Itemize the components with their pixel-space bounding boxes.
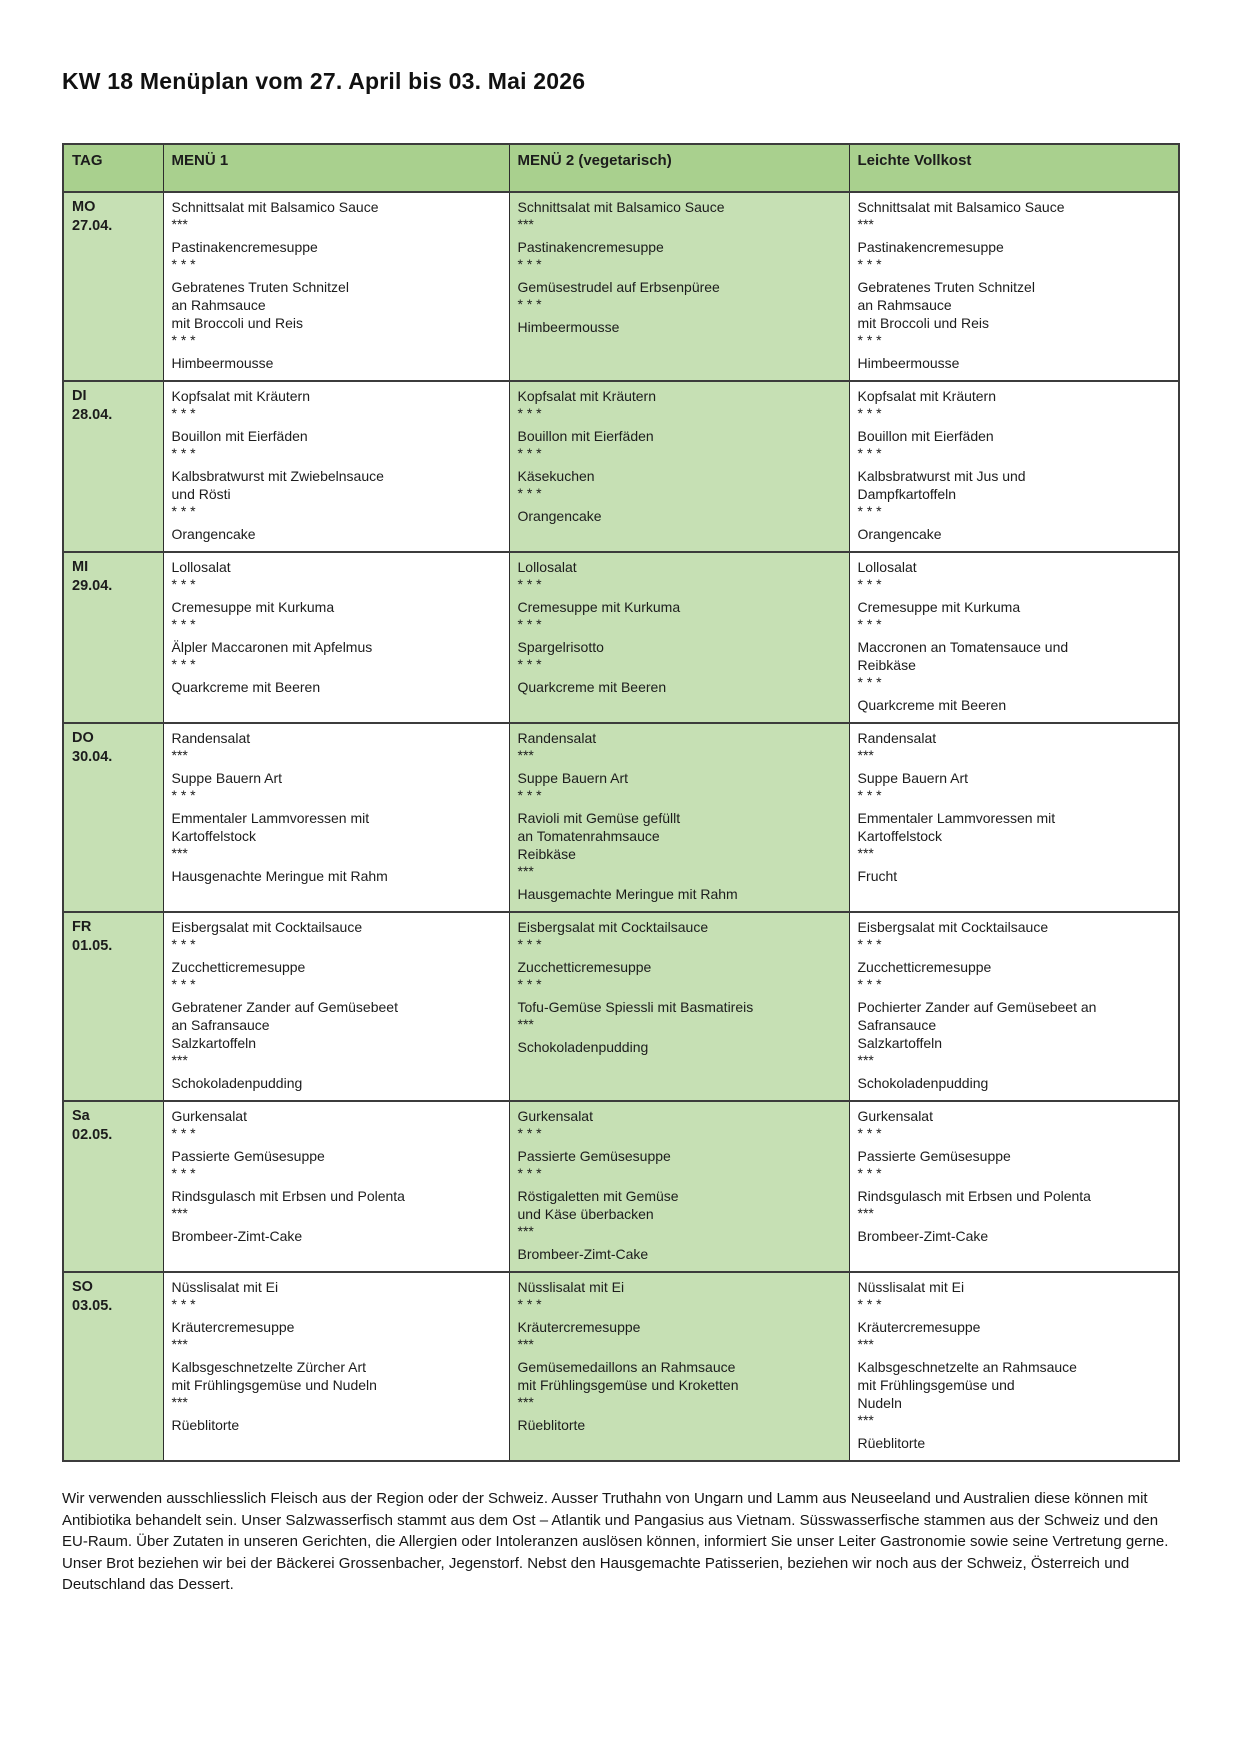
day-date: 03.05.	[72, 1298, 113, 1314]
menu-item: Rüeblitorte	[857, 1435, 926, 1451]
menu-item: Randensalat	[857, 730, 937, 746]
menu1-cell	[163, 381, 509, 552]
menu1-cell	[163, 723, 509, 912]
menu-item: Gurkensalat	[171, 1108, 247, 1124]
day-cell	[63, 1101, 163, 1272]
menu-item: Quarkcreme mit Beeren	[171, 679, 321, 695]
menu-item: Orangencake	[857, 526, 942, 542]
menu-item: Suppe Bauern Art	[517, 770, 629, 786]
menu-separator: * * *	[857, 1125, 882, 1141]
menu-item: Suppe Bauern Art	[857, 770, 969, 786]
menu-item: Zucchetticremesuppe	[517, 959, 652, 975]
table-row-di	[63, 381, 1179, 552]
vollkost-cell	[849, 1101, 1179, 1272]
day-date: 29.04.	[72, 578, 113, 594]
menu2-cell	[509, 912, 849, 1101]
menu-separator: * * *	[857, 976, 882, 992]
menu-separator: ***	[517, 1394, 534, 1410]
menu-item: Pastinakencremesuppe	[857, 239, 1004, 255]
menu-item: Quarkcreme mit Beeren	[517, 679, 667, 695]
menu-item: Zucchetticremesuppe	[857, 959, 992, 975]
menu-separator: * * *	[517, 936, 542, 952]
menu-item: Himbeermousse	[171, 355, 274, 371]
menu1-cell	[163, 1272, 509, 1461]
menu-separator: * * *	[171, 656, 196, 672]
menu-item: Salzkartoffeln	[857, 1035, 943, 1051]
menu-separator: * * *	[171, 616, 196, 632]
menu-item: an Rahmsauce	[857, 297, 952, 313]
menu-separator: * * *	[171, 503, 196, 519]
menu-item: Nüsslisalat mit Ei	[171, 1279, 279, 1295]
menu-item: Brombeer-Zimt-Cake	[857, 1228, 989, 1244]
menu-item: Schnittsalat mit Balsamico Sauce	[517, 199, 725, 215]
day-date: 01.05.	[72, 938, 113, 954]
menu-item: Kräutercremesuppe	[171, 1319, 295, 1335]
day-cell	[63, 552, 163, 723]
menu-item: Emmentaler Lammvoressen mit	[857, 810, 1056, 826]
vollkost-cell	[849, 192, 1179, 381]
menu-item: Tofu-Gemüse Spiessli mit Basmatireis	[517, 999, 754, 1015]
menu-item: Schnittsalat mit Balsamico Sauce	[857, 199, 1065, 215]
menu-item: Gemüsemedaillons an Rahmsauce	[517, 1359, 736, 1375]
day-label: MO	[72, 199, 96, 215]
menu1-cell	[163, 192, 509, 381]
menu-separator: ***	[517, 863, 534, 879]
menu-item: Quarkcreme mit Beeren	[857, 697, 1007, 713]
menu-separator: * * *	[857, 503, 882, 519]
day-cell	[63, 192, 163, 381]
menu-separator: * * *	[517, 576, 542, 592]
menu-item: Schnittsalat mit Balsamico Sauce	[171, 199, 379, 215]
column-header-vollkost: Leichte Vollkost	[849, 144, 1179, 192]
menu2-cell	[509, 1101, 849, 1272]
table-row-fr	[63, 912, 1179, 1101]
menu-separator: ***	[857, 1205, 874, 1221]
day-label: DO	[72, 730, 94, 746]
menu-separator: * * *	[171, 1125, 196, 1141]
menu-separator: ***	[171, 845, 188, 861]
menu-item: Brombeer-Zimt-Cake	[517, 1246, 649, 1262]
menu-separator: ***	[171, 1394, 188, 1410]
menu-separator: ***	[517, 216, 534, 232]
menu-item: Salzkartoffeln	[171, 1035, 257, 1051]
menu-item: mit Frühlingsgemüse und	[857, 1377, 1015, 1393]
menu-item: Frucht	[857, 868, 898, 884]
page-title: KW 18 Menüplan vom 27. April bis 03. Mai 2026	[62, 68, 586, 94]
day-date: 30.04.	[72, 749, 113, 765]
day-label: SO	[72, 1279, 93, 1295]
menu-separator: ***	[517, 1223, 534, 1239]
menu-item: Suppe Bauern Art	[171, 770, 283, 786]
menu-separator: ***	[517, 1336, 534, 1352]
menu-item: Eisbergsalat mit Cocktailsauce	[171, 919, 363, 935]
menu-separator: * * *	[517, 1296, 542, 1312]
menu-item: Pastinakencremesuppe	[171, 239, 318, 255]
menu-separator: ***	[171, 747, 188, 763]
menu-separator: * * *	[517, 1165, 542, 1181]
menu-item: Safransauce	[857, 1017, 937, 1033]
menu-item: an Safransauce	[171, 1017, 270, 1033]
menu2-cell	[509, 1272, 849, 1461]
vollkost-cell	[849, 912, 1179, 1101]
menu-separator: ***	[857, 747, 874, 763]
menu-item: mit Broccoli und Reis	[171, 315, 303, 331]
menu-separator: * * *	[857, 616, 882, 632]
day-cell	[63, 912, 163, 1101]
menu-item: Kräutercremesuppe	[857, 1319, 981, 1335]
menu-item: an Rahmsauce	[171, 297, 266, 313]
menu-separator: * * *	[517, 976, 542, 992]
menu-item: Eisbergsalat mit Cocktailsauce	[857, 919, 1049, 935]
menu-item: Cremesuppe mit Kurkuma	[857, 599, 1021, 615]
menu1-cell	[163, 552, 509, 723]
day-label: FR	[72, 919, 92, 935]
menu-item: Himbeermousse	[517, 319, 620, 335]
day-date: 27.04.	[72, 218, 113, 234]
menu-item: Brombeer-Zimt-Cake	[171, 1228, 303, 1244]
menu-item: Kartoffelstock	[857, 828, 943, 844]
day-cell	[63, 1272, 163, 1461]
menu-item: Cremesuppe mit Kurkuma	[171, 599, 335, 615]
menu-separator: ***	[517, 747, 534, 763]
menu-separator: * * *	[171, 332, 196, 348]
menu-item: Randensalat	[517, 730, 597, 746]
menu-separator: * * *	[517, 256, 542, 272]
menu-item: Schokoladenpudding	[857, 1075, 989, 1091]
menu-separator: ***	[517, 1016, 534, 1032]
column-header-day: TAG	[63, 144, 163, 192]
menu-separator: * * *	[517, 616, 542, 632]
table-row-sa	[63, 1101, 1179, 1272]
menu-separator: * * *	[857, 674, 882, 690]
menu-item: Himbeermousse	[857, 355, 960, 371]
menu-item: Emmentaler Lammvoressen mit	[171, 810, 370, 826]
menu-item: Lollosalat	[857, 559, 917, 575]
menu-separator: * * *	[171, 445, 196, 461]
menu2-cell	[509, 552, 849, 723]
menu-separator: * * *	[517, 656, 542, 672]
menu-item: Passierte Gemüsesuppe	[517, 1148, 671, 1164]
menu-item: Eisbergsalat mit Cocktailsauce	[517, 919, 709, 935]
menu-item: Cremesuppe mit Kurkuma	[517, 599, 681, 615]
vollkost-cell	[849, 381, 1179, 552]
menu-separator: * * *	[517, 1125, 542, 1141]
menu-separator: ***	[857, 216, 874, 232]
menu2-cell	[509, 723, 849, 912]
menu1-cell	[163, 912, 509, 1101]
menu-item: Bouillon mit Eierfäden	[857, 428, 994, 444]
menu-separator: * * *	[171, 1165, 196, 1181]
menu-item: Bouillon mit Eierfäden	[517, 428, 654, 444]
menu-table	[62, 143, 1180, 1462]
menu-item: Kräutercremesuppe	[517, 1319, 641, 1335]
menu-item: Lollosalat	[171, 559, 231, 575]
day-cell	[63, 723, 163, 912]
day-label: Sa	[72, 1108, 90, 1124]
menu-item: Kalbsbratwurst mit Jus und	[857, 468, 1026, 484]
menu-separator: * * *	[857, 445, 882, 461]
menu-item: Kopfsalat mit Kräutern	[517, 388, 657, 404]
menu-separator: * * *	[171, 1296, 196, 1312]
menu-item: Bouillon mit Eierfäden	[171, 428, 308, 444]
menu-separator: * * *	[517, 445, 542, 461]
menu-item: Zucchetticremesuppe	[171, 959, 306, 975]
menu-item: Reibkäse	[517, 846, 576, 862]
vollkost-cell	[849, 723, 1179, 912]
table-row-mo	[63, 192, 1179, 381]
menu-item: Rindsgulasch mit Erbsen und Polenta	[857, 1188, 1091, 1204]
menu-item: Maccronen an Tomatensauce und	[857, 639, 1069, 655]
menu-item: Hausgenachte Meringue mit Rahm	[171, 868, 388, 884]
menu-separator: * * *	[517, 405, 542, 421]
menu-item: Pochierter Zander auf Gemüsebeet an	[857, 999, 1097, 1015]
menu-item: und Käse überbacken	[517, 1206, 654, 1222]
menu-item: Reibkäse	[857, 657, 916, 673]
table-row-mi	[63, 552, 1179, 723]
menu-item: Passierte Gemüsesuppe	[857, 1148, 1011, 1164]
menu-item: Gebratener Zander auf Gemüsebeet	[171, 999, 398, 1015]
menu-separator: * * *	[517, 296, 542, 312]
menu-separator: * * *	[171, 256, 196, 272]
menu-item: mit Frühlingsgemüse und Kroketten	[517, 1377, 739, 1393]
menu-separator: ***	[171, 1205, 188, 1221]
day-label: MI	[72, 559, 89, 575]
menu-item: Rüeblitorte	[517, 1417, 586, 1433]
menu-item: Ravioli mit Gemüse gefüllt	[517, 810, 681, 826]
menu-item: Spargelrisotto	[517, 639, 604, 655]
menu-separator: * * *	[857, 936, 882, 952]
menu-item: Passierte Gemüsesuppe	[171, 1148, 325, 1164]
menu-separator: ***	[171, 1336, 188, 1352]
day-date: 02.05.	[72, 1127, 113, 1143]
menu-item: Lollosalat	[517, 559, 577, 575]
footer-note: Wir verwenden ausschliesslich Fleisch aus der Region oder der Schweiz. Ausser Truthahn von Ungarn und Lamm aus Neuseeland und Australien diese können mit Antibiotika behandelt sein. Unser Salzwasserfisch stammt aus dem Ost – Atlantik und Pangasius aus Vietnam. Süsswasserfische stammen aus der Schweiz und den EU-Raum. Über Zutaten in unseren Gerichten, die Allergien oder Intoleranzen auslösen können, informiert Sie unser Leiter Gastronomie sowie seine Vertretung gerne. Unser Brot beziehen wir bei der Bäckerei Grossenbacher, Jegenstorf. Nebst den Hausgemachte Patisserien, beziehen wir noch aus der Schweiz, Österreich und Deutschland das Dessert.	[62, 1490, 1169, 1593]
table-row-do	[63, 723, 1179, 912]
menu-separator: ***	[171, 1052, 188, 1068]
menu-item: Kartoffelstock	[171, 828, 257, 844]
menu-separator: * * *	[857, 1296, 882, 1312]
menu-separator: * * *	[857, 405, 882, 421]
menu-item: Gemüsestrudel auf Erbsenpüree	[517, 279, 720, 295]
menu-item: mit Frühlingsgemüse und Nudeln	[171, 1377, 377, 1393]
menu-separator: * * *	[517, 485, 542, 501]
menu-item: an Tomatenrahmsauce	[517, 828, 660, 844]
day-label: DI	[72, 388, 87, 404]
menu-item: Gurkensalat	[857, 1108, 933, 1124]
menu-item: Röstigaletten mit Gemüse	[517, 1188, 679, 1204]
column-header-menu2: MENÜ 2 (vegetarisch)	[509, 144, 849, 192]
vollkost-cell	[849, 1272, 1179, 1461]
menu-item: Kalbsbratwurst mit Zwiebelnsauce	[171, 468, 384, 484]
menu-separator: * * *	[171, 576, 196, 592]
menu-separator: * * *	[857, 1165, 882, 1181]
menu2-cell	[509, 381, 849, 552]
menu-item: Gebratenes Truten Schnitzel	[171, 279, 349, 295]
menu-item: Schokoladenpudding	[171, 1075, 303, 1091]
menu-separator: ***	[857, 845, 874, 861]
menu-item: Käsekuchen	[517, 468, 595, 484]
table-row-so	[63, 1272, 1179, 1461]
menu-item: Älpler Maccaronen mit Apfelmus	[171, 639, 373, 655]
menu-item: Kopfsalat mit Kräutern	[857, 388, 997, 404]
menu-item: Gebratenes Truten Schnitzel	[857, 279, 1035, 295]
menu-separator: * * *	[857, 332, 882, 348]
menu-item: Kopfsalat mit Kräutern	[171, 388, 311, 404]
menu-separator: * * *	[171, 936, 196, 952]
menu-item: Pastinakencremesuppe	[517, 239, 664, 255]
day-date: 28.04.	[72, 407, 113, 423]
menu-item: Nudeln	[857, 1395, 902, 1411]
day-cell	[63, 381, 163, 552]
menu-item: Gurkensalat	[517, 1108, 593, 1124]
menu-separator: * * *	[171, 787, 196, 803]
menu-item: Rindsgulasch mit Erbsen und Polenta	[171, 1188, 405, 1204]
table-header-row	[63, 144, 1179, 192]
menu-separator: * * *	[171, 976, 196, 992]
menu2-cell	[509, 192, 849, 381]
menu-item: Nüsslisalat mit Ei	[517, 1279, 625, 1295]
menu-item: Rüeblitorte	[171, 1417, 240, 1433]
menu-item: mit Broccoli und Reis	[857, 315, 989, 331]
vollkost-cell	[849, 552, 1179, 723]
menu-item: Kalbsgeschnetzelte Zürcher Art	[171, 1359, 367, 1375]
menu-separator: ***	[857, 1336, 874, 1352]
menu-item: Schokoladenpudding	[517, 1039, 649, 1055]
menu-separator: * * *	[857, 576, 882, 592]
menu-separator: * * *	[857, 256, 882, 272]
menu-separator: ***	[857, 1052, 874, 1068]
column-header-menu1: MENÜ 1	[163, 144, 509, 192]
menu-separator: * * *	[517, 787, 542, 803]
menu-separator: ***	[171, 216, 188, 232]
menu-item: Nüsslisalat mit Ei	[857, 1279, 965, 1295]
menu-item: Dampfkartoffeln	[857, 486, 957, 502]
menu-item: Orangencake	[171, 526, 256, 542]
menu-item: Orangencake	[517, 508, 602, 524]
menu-item: Kalbsgeschnetzelte an Rahmsauce	[857, 1359, 1077, 1375]
menu-separator: * * *	[171, 405, 196, 421]
menu-separator: * * *	[857, 787, 882, 803]
menu1-cell	[163, 1101, 509, 1272]
menu-item: und Rösti	[171, 486, 231, 502]
menu-separator: ***	[857, 1412, 874, 1428]
menu-item: Hausgemachte Meringue mit Rahm	[517, 886, 738, 902]
menu-item: Randensalat	[171, 730, 251, 746]
